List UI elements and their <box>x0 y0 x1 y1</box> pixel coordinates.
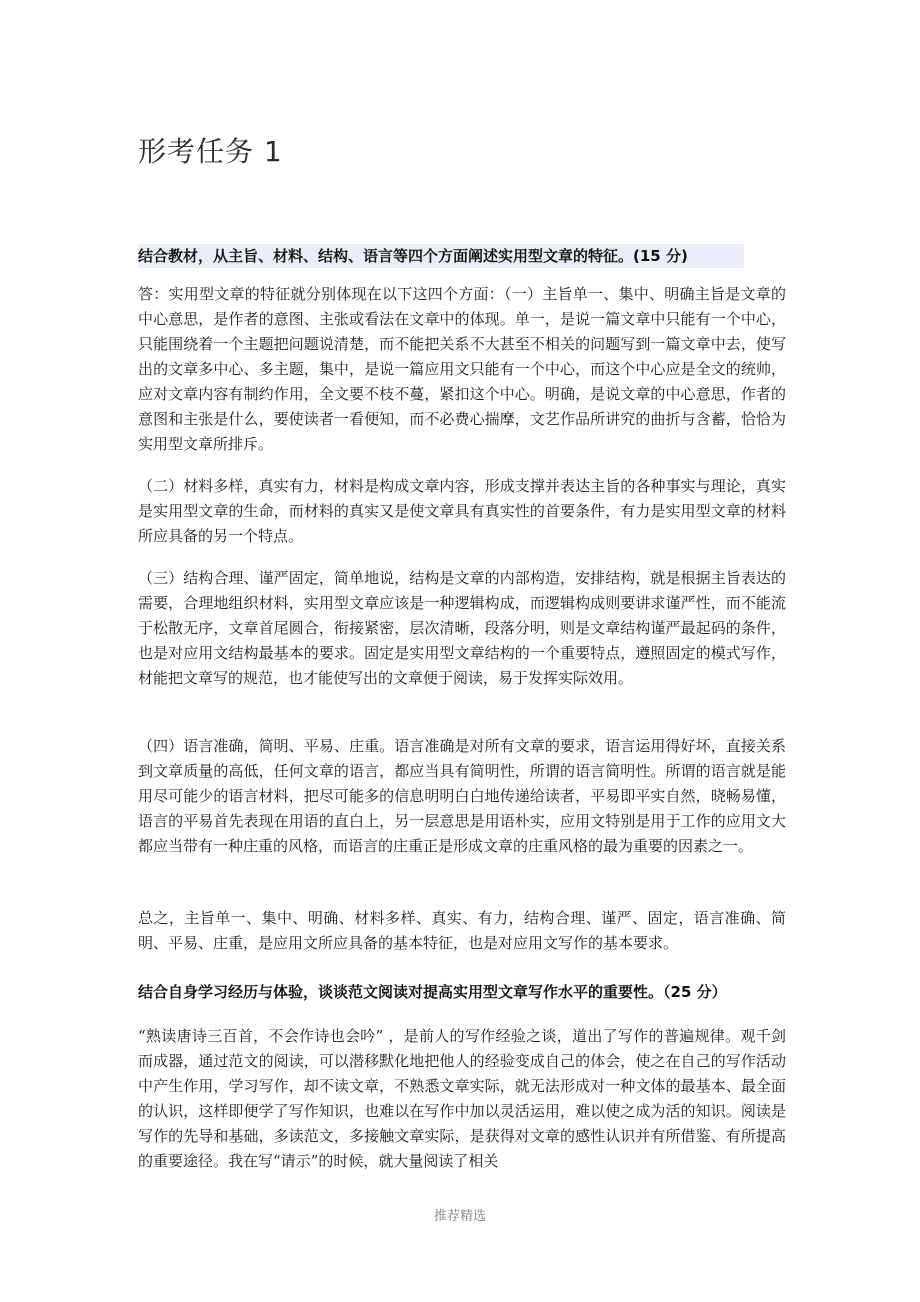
answer-1-paragraph-2: （二）材料多样，真实有力，材料是构成文章内容，形成支撑并表达主旨的各种事实与理论，真实是实用型文章的生命，而材料的真实又是使文章具有真实性的首要条件，有力是实用型文章的材料所应具备的另一个特点。 <box>138 477 786 545</box>
page-footer: 推荐精选 <box>433 1209 486 1224</box>
question-2-heading: 结合自身学习经历与体验，谈谈范文阅读对提高实用型文章写作水平的重要性。（25 分） <box>138 983 727 1001</box>
answer-1-paragraph-4: （四）语言准确，简明、平易、庄重。语言准确是对所有文章的要求，语言运用得好坏，直接关系到文章质量的高低，任何文章的语言，都应当具有简明性，所谓的语言简明性。所谓的语言就是能用尽可能少的语言材料，把尽可能多的信息明明白白地传递给读者，平易即平实自然，晓畅易懂，语言的平易首先表现在用语的直白上，另一层意思是用语朴实，应用文特别是用于工作的应用文大都应当带有一种庄重的风格，而语言的庄重正是形成文章的庄重风格的最为重要的因素之一。 <box>138 737 786 855</box>
page-title: 形考任务 1 <box>138 135 283 168</box>
answer-1-summary: 总之，主旨单一、集中、明确、材料多样、真实、有力，结构合理、谨严、固定，语言准确、简明、平易、庄重，是应用文所应具备的基本特征，也是对应用文写作的基本要求。 <box>138 909 786 952</box>
answer-1-paragraph-3: （三）结构合理、谨严固定，简单地说，结构是文章的内部构造，安排结构，就是根据主旨表达的需要，合理地组织材料，实用型文章应该是一种逻辑构成，而逻辑构成则要讲求谨严性，而不能流于松散无序，文章首尾圆合，衔接紧密，层次清晰，段落分明，则是文章结构谨严最起码的条件，也是对应用文结构最基本的要求。固定是实用型文章结构的一个重要特点，遵照固定的模式写作，材能把文章写的规范，也才能使写出的文章便于阅读，易于发挥实际效用。 <box>138 569 786 687</box>
question-1-heading: 结合教材，从主旨、材料、结构、语言等四个方面阐述实用型文章的特征。(15 分) <box>138 244 744 268</box>
answer-1-paragraph-1: 答：实用型文章的特征就分别体现在以下这四个方面：（一）主旨单一、集中、明确主旨是文章的中心意思，是作者的意图、主张或看法在文章中的体现。单一，是说一篇文章中只能有一个中心，只能围绕着一个主题把问题说清楚，而不能把关系不大甚至不相关的问题写到一篇文章中去，使写出的文章多中心、多主题，集中，是说一篇应用文只能有一个中心，而这个中心应是全文的统帅，应对文章内容有制约作用，全文要不枝不蔓，紧扣这个中心。明确，是说文章的中心意思，作者的意图和主张是什么，要使读者一看便知，而不必费心揣摩，文艺作品所讲究的曲折与含蓄，恰恰为实用型文章所排斥。 <box>138 285 786 453</box>
answer-2-paragraph: “熟读唐诗三百首，不会作诗也会吟” ，是前人的写作经验之谈，道出了写作的普遍规律。观千剑而成器，通过范文的阅读，可以潜移默化地把他人的经验变成自己的体会，使之在自己的写作活动中产生作用，学习写作，却不读文章，不熟悉文章实际，就无法形成对一种文体的最基本、最全面的认识，这样即便学了写作知识，也难以在写作中加以灵活运用，难以使之成为活的知识。阅读是写作的先导和基础，多读范文，多接触文章实际，是获得对文章的感性认识并有所借鉴、有所提高的重要途径。我在写“请示”的时候，就大量阅读了相关 <box>138 1027 786 1170</box>
